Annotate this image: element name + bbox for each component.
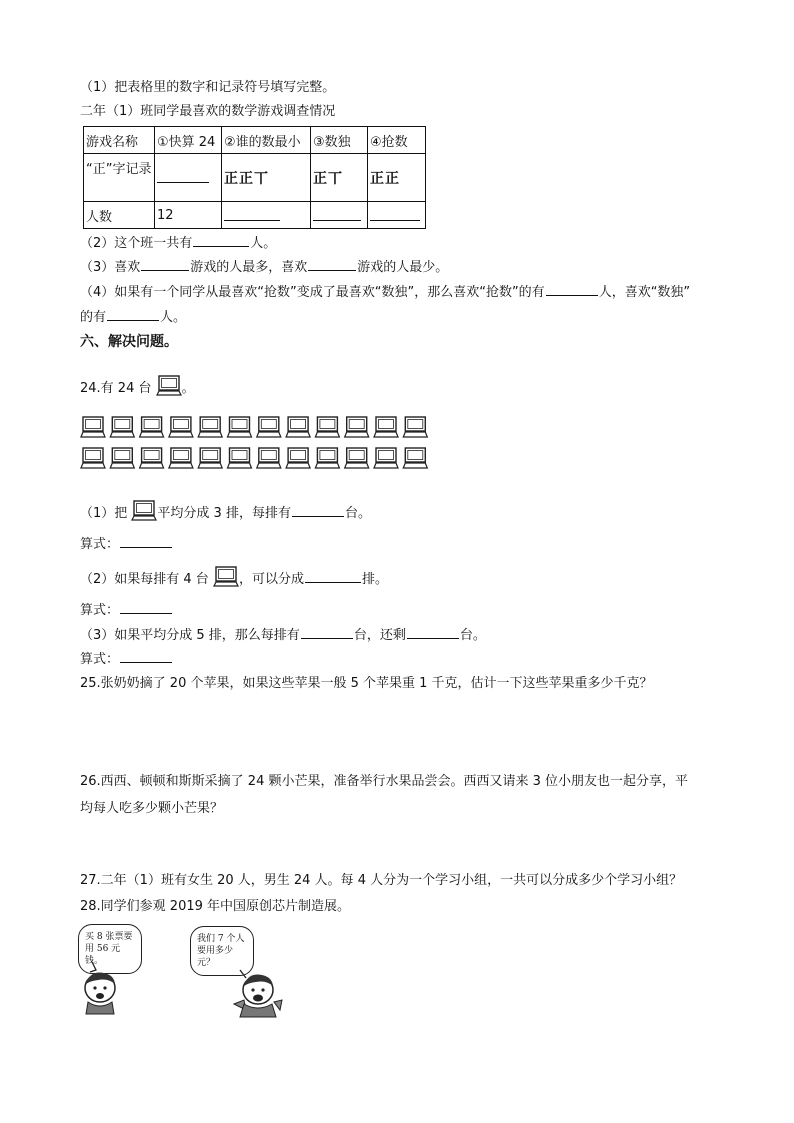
header-game-3: ③数独 [311, 127, 368, 154]
q24-p3-text-c: 台。 [459, 628, 486, 643]
header-game-name: 游戏名称 [84, 127, 155, 154]
q23-part4-text-a: （4）如果有一个同学从最喜欢“抢数”变成了最喜欢“数独”，那么喜欢“抢数”的有 [80, 285, 545, 300]
computer-icon [198, 448, 222, 468]
answer-blank[interactable] [107, 308, 159, 321]
computer-icon [403, 417, 427, 437]
q24-stem-end: 。 [181, 381, 195, 396]
record-cell-3 [311, 154, 368, 202]
record-cell-2 [222, 154, 311, 202]
count-cell-3-blank[interactable] [311, 202, 368, 229]
boy-figure-icon [78, 956, 138, 1016]
computer-icon [257, 448, 281, 468]
answer-blank[interactable] [407, 626, 459, 639]
q24-p2-text-c: 排。 [361, 572, 388, 587]
computer-icon [345, 417, 369, 437]
formula-label: 算式： [80, 603, 120, 618]
formula-blank[interactable] [120, 650, 172, 663]
count-cell-2-blank[interactable] [222, 202, 311, 229]
answer-blank[interactable] [292, 504, 344, 517]
computer-icon [228, 448, 252, 468]
q23-part4-text-c: 的有 [80, 310, 107, 325]
computer-icon [140, 448, 164, 468]
q24-p1-text-c: 台。 [344, 506, 371, 521]
computer-icon [81, 448, 105, 468]
tally-4: 正正 [370, 170, 400, 187]
student-speaker-1 [78, 924, 168, 1016]
q23-part2-text: （2）这个班一共有 [80, 236, 193, 251]
q26-line2: 均每人吃多少颗小芒果？ [80, 801, 224, 816]
answer-blank[interactable] [193, 234, 249, 247]
answer-blank[interactable] [308, 258, 356, 271]
formula-label: 算式： [80, 537, 120, 552]
computer-icon [140, 417, 164, 437]
speech-bubble-2: 我们 7 个人要用多少元？ [190, 926, 254, 976]
computer-icon [110, 448, 134, 468]
formula-label: 算式： [80, 652, 120, 667]
header-game-4: ④抢数 [368, 127, 426, 154]
computer-icon [286, 448, 310, 468]
q23-part2-unit: 人。 [250, 236, 277, 251]
computer-icon [169, 417, 193, 437]
answer-blank[interactable] [141, 258, 189, 271]
student-speaker-2 [190, 926, 285, 1018]
count-label: 人数 [84, 202, 155, 229]
computer-icon [315, 448, 339, 468]
computer-icon [286, 417, 310, 437]
q23-part2 [80, 234, 276, 252]
computer-icon [198, 417, 222, 437]
q23-part3-text-c: 游戏的人最少。 [357, 260, 449, 275]
computer-icon [81, 417, 105, 437]
q24-p2-text-b: ，可以分成 [238, 572, 304, 587]
record-cell-4 [368, 154, 426, 202]
computer-grid [80, 416, 440, 474]
q23-part1: （1）把表格里的数字和记录符号填写完整。 [80, 80, 336, 95]
answer-blank[interactable] [305, 570, 361, 583]
computer-icon [169, 448, 193, 468]
q23-part4-text-d: 人。 [160, 310, 187, 325]
computer-icon [257, 417, 281, 437]
q24-stem-text: 24.有 24 台 [80, 381, 152, 396]
q23-part4-text-b: 人，喜欢“数独” [598, 285, 691, 300]
count-cell-1: 12 [155, 202, 222, 229]
q24-formula-2 [80, 601, 173, 619]
q25-text: 25.张奶奶摘了 20 个苹果，如果这些苹果一般 5 个苹果重 1 千克，估计一下这些苹果重多少千克？ [80, 676, 653, 691]
boy-figure-icon [230, 960, 286, 1018]
computer-icon [403, 448, 427, 468]
q24-p3-text-b: 台，还剩 [353, 628, 406, 643]
q24-part2 [80, 566, 388, 593]
computer-grid-svg [80, 416, 440, 474]
q24-formula-1 [80, 535, 173, 553]
tally-3: 正丅 [313, 170, 343, 187]
computer-icon [110, 417, 134, 437]
survey-table [83, 126, 426, 229]
computer-icon [315, 417, 339, 437]
tally-2: 正正丅 [224, 170, 269, 187]
q23-part4-line2 [80, 308, 186, 326]
speech-bubble-1: 买 8 张票要用 56 元钱。 [78, 924, 142, 974]
table-row-count [84, 202, 426, 229]
record-cell-1-blank[interactable] [155, 154, 222, 202]
computer-icon [228, 417, 252, 437]
section-title: 六、解决问题。 [80, 334, 178, 350]
count-cell-4-blank[interactable] [368, 202, 426, 229]
formula-blank[interactable] [120, 601, 172, 614]
q23-part3-text-a: （3）喜欢 [80, 260, 141, 275]
computer-icon [345, 448, 369, 468]
header-game-1: ①快算 24 [155, 127, 222, 154]
q23-part3-text-b: 游戏的人最多，喜欢 [190, 260, 308, 275]
q24-formula-3 [80, 650, 173, 668]
q24-p1-text-a: （1）把 [80, 506, 128, 521]
q27-text: 27.二年（1）班有女生 20 人，男生 24 人。每 4 人分为一个学习小组，一共可以分成多少个学习小组？ [80, 873, 683, 888]
q24-p3-text-a: （3）如果平均分成 5 排，那么每排有 [80, 628, 300, 643]
q23-part3 [80, 258, 448, 276]
q24-part3 [80, 626, 486, 644]
answer-blank[interactable] [546, 283, 598, 296]
record-label: “正”字记录 [84, 154, 155, 202]
q24-p2-text-a: （2）如果每排有 4 台 [80, 572, 209, 587]
q26-line1: 26.西西、顿顿和斯斯采摘了 24 颗小芒果，准备举行水果品尝会。西西又请来 3 位小朋友也一起分享，平 [80, 774, 689, 789]
computer-icon [213, 566, 239, 593]
q28-stem: 28.同学们参观 2019 年中国原创芯片制造展。 [80, 899, 351, 914]
q23-part4-line1 [80, 283, 690, 301]
q24-stem [80, 375, 195, 402]
table-row-record [84, 154, 426, 202]
header-game-2: ②谁的数最小 [222, 127, 311, 154]
computer-icon [374, 417, 398, 437]
q24-part1 [80, 500, 371, 527]
table-title: 二年（1）班同学最喜欢的数学游戏调查情况 [80, 104, 336, 119]
formula-blank[interactable] [120, 535, 172, 548]
q24-p1-text-b: 平均分成 3 排，每排有 [157, 506, 291, 521]
computer-icon [131, 500, 157, 527]
computer-icon [374, 448, 398, 468]
table-header-row [84, 127, 426, 154]
answer-blank[interactable] [301, 626, 353, 639]
computer-icon [156, 375, 182, 402]
